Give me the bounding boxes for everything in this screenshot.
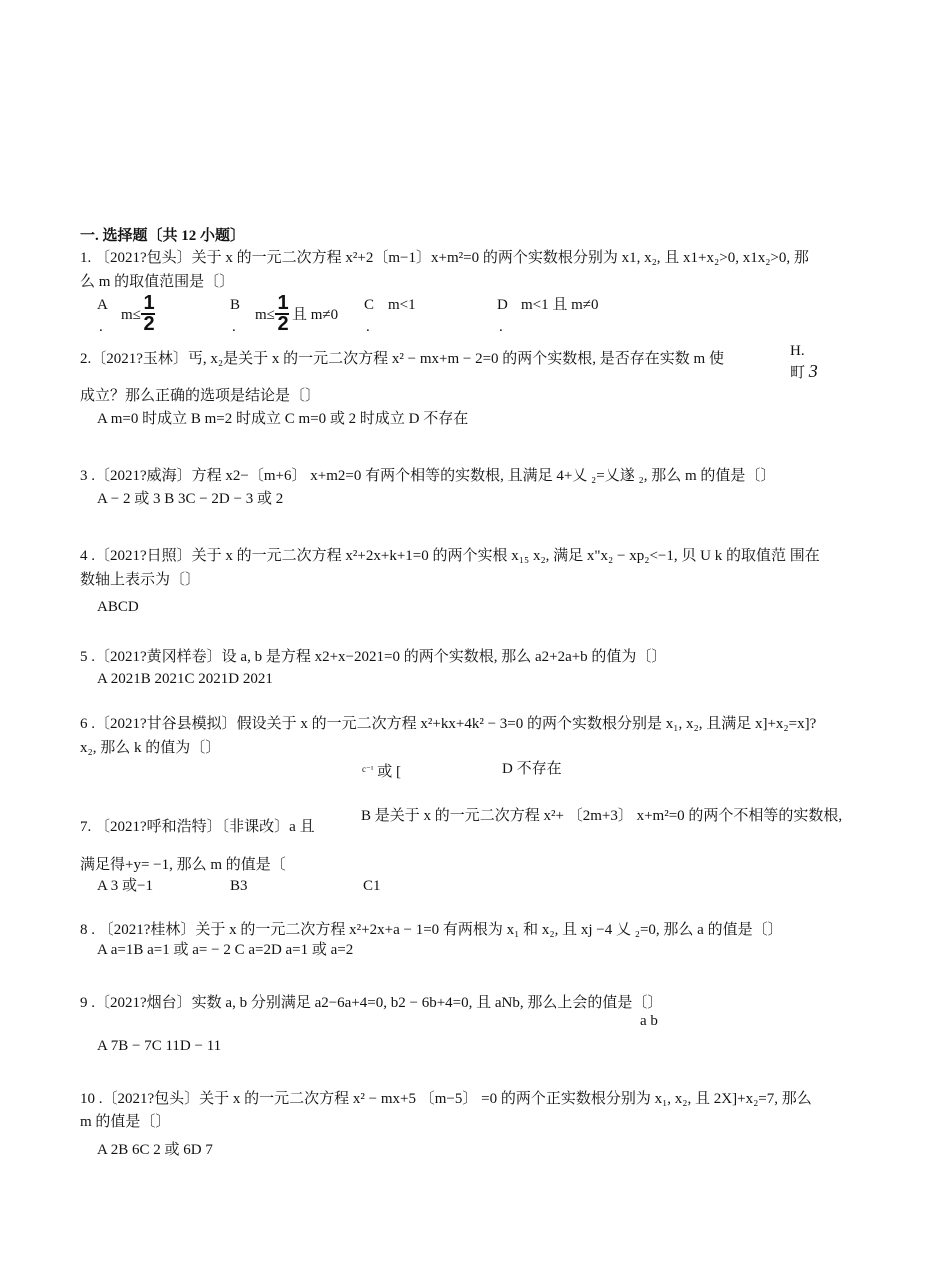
section-title: 一. 选择题〔共 12 小题〕 bbox=[80, 228, 246, 244]
q3-stem: 3 .〔2021?威海〕方程 x2−〔m+6〕 x+m2=0 有两个相等的实数根, 且满足 4+乂 ₂=乂遂 ₂, 那么 m 的值是〔〕 bbox=[80, 468, 776, 484]
q1-option-a-dot: . bbox=[99, 319, 103, 335]
q7-stem-left: 7. 〔2021?呼和浩特〕〔非课改〕a 且 bbox=[80, 819, 315, 835]
q6-stem-line2: x₂, 那么 k 的值为〔〕 bbox=[80, 740, 221, 756]
q9-sub-ab: a b bbox=[640, 1013, 658, 1029]
q6-option-mid-text: 或 [ bbox=[377, 764, 401, 780]
q1-option-b-frac-num: 1 bbox=[277, 292, 289, 314]
q8-stem: 8 . 〔2021?桂林〕关于 x 的一元二次方程 x²+2x+a − 1=0 有两根为 x₁ 和 x₂, 且 xj −4 乂 ₂=0, 那么 a 的值是〔〕 bbox=[80, 922, 783, 938]
q10-stem-line2: m 的值是〔〕 bbox=[80, 1114, 171, 1130]
q1-option-c-text: m<1 bbox=[388, 297, 416, 313]
q6-option-d: D 不存在 bbox=[502, 761, 562, 777]
q1-option-d-dot: . bbox=[499, 319, 503, 335]
q1-option-a-text: m≤ bbox=[121, 307, 141, 323]
q7-option-c: C1 bbox=[363, 878, 381, 894]
q9-stem: 9 .〔2021?烟台〕实数 a, b 分别满足 a2−6a+4=0, b2 − 6b+4=0, 且 aNb, 那么上会的值是〔〕 bbox=[80, 995, 663, 1011]
q1-stem-line1: 1. 〔2021?包头〕关于 x 的一元二次方程 x²+2〔m−1〕x+m²=0 的两个实数根分别为 x1, x₂, 且 x1+x₂>0, x1x₂>0, 那 bbox=[80, 250, 809, 266]
q8-options: A a=1B a=1 或 a= − 2 C a=2D a=1 或 a=2 bbox=[97, 942, 354, 958]
q1-option-c-letter: C bbox=[364, 297, 375, 313]
q7-option-a: A 3 或−1 bbox=[97, 878, 153, 894]
q6-option-mid bbox=[362, 760, 401, 781]
q2-side-bottom-b: 3 bbox=[808, 361, 818, 381]
q2-side-bottom bbox=[790, 362, 818, 382]
q1-option-a-letter: A bbox=[97, 297, 108, 313]
q5-stem: 5 .〔2021?黄冈样卷〕设 a, b 是方程 x2+x−2021=0 的两个实数根, 那么 a2+2a+b 的值为〔〕 bbox=[80, 649, 667, 665]
q5-options: A 2021B 2021C 2021D 2021 bbox=[97, 671, 273, 687]
q6-option-mid-small: c⁻¹ bbox=[362, 764, 374, 774]
q3-options: A − 2 或 3 B 3C − 2D − 3 或 2 bbox=[97, 491, 284, 507]
q2-options: A m=0 时成立 B m=2 时成立 C m=0 或 2 时成立 D 不存在 bbox=[97, 411, 469, 427]
q7-stem-right: B 是关于 x 的一元二次方程 x²+ 〔2m+3〕 x+m²=0 的两个不相等的实数根, bbox=[361, 808, 843, 824]
q1-option-b-letter: B bbox=[230, 297, 241, 313]
q1-option-b-tail: 且 m≠0 bbox=[292, 307, 339, 323]
q4-stem-line2: 数轴上表示为〔〕 bbox=[80, 572, 201, 588]
q2-side-bottom-a: 町 bbox=[790, 365, 806, 381]
q1-stem-line2: 么 m 的取值范围是〔〕 bbox=[80, 274, 235, 290]
q1-option-b-dot: . bbox=[232, 319, 236, 335]
q1-option-a-frac-num: 1 bbox=[143, 292, 155, 314]
q9-options: A 7B − 7C 11D − 11 bbox=[97, 1038, 222, 1054]
q7-stem-line2: 满足得+y= −1, 那么 m 的值是〔 bbox=[80, 857, 286, 873]
q6-stem-line1: 6 .〔2021?甘谷县模拟〕假设关于 x 的一元二次方程 x²+kx+4k² − 3=0 的两个实数根分别是 x₁, x₂, 且满足 x]+x₂=x]? bbox=[80, 716, 817, 732]
q10-options: A 2B 6C 2 或 6D 7 bbox=[97, 1142, 213, 1158]
q2-stem-line1: 2.〔2021?玉林〕丐, x₂是关于 x 的一元二次方程 x² − mx+m − 2=0 的两个实数根, 是否存在实数 m 使 bbox=[80, 351, 724, 367]
q1-option-d-letter: D bbox=[497, 297, 508, 313]
q1-option-a-frac-den: 2 bbox=[143, 313, 155, 335]
q1-option-d-text: m<1 且 m≠0 bbox=[521, 297, 599, 313]
q2-side-top: H. bbox=[790, 343, 805, 359]
q7-option-b: B3 bbox=[230, 878, 248, 894]
q1-option-b-frac-den: 2 bbox=[277, 313, 289, 335]
q1-option-c-dot: . bbox=[366, 319, 370, 335]
q4-options: ABCD bbox=[97, 599, 139, 615]
q4-stem-line1: 4 .〔2021?日照〕关于 x 的一元二次方程 x²+2x+k+1=0 的两个实根 x₁₅ x₂, 满足 x"x₂ − xp₂<−1, 贝 U k 的取值范 围在 bbox=[80, 548, 820, 564]
q2-stem-line2: 成立？那么正确的选项是结论是〔〕 bbox=[80, 388, 321, 404]
q10-stem-line1: 10 .〔2021?包头〕关于 x 的一元二次方程 x² − mx+5 〔m−5〕 =0 的两个正实数根分别为 x₁, x₂, 且 2X]+x₂=7, 那么 bbox=[80, 1091, 812, 1107]
q1-option-b-text: m≤ bbox=[255, 307, 275, 323]
